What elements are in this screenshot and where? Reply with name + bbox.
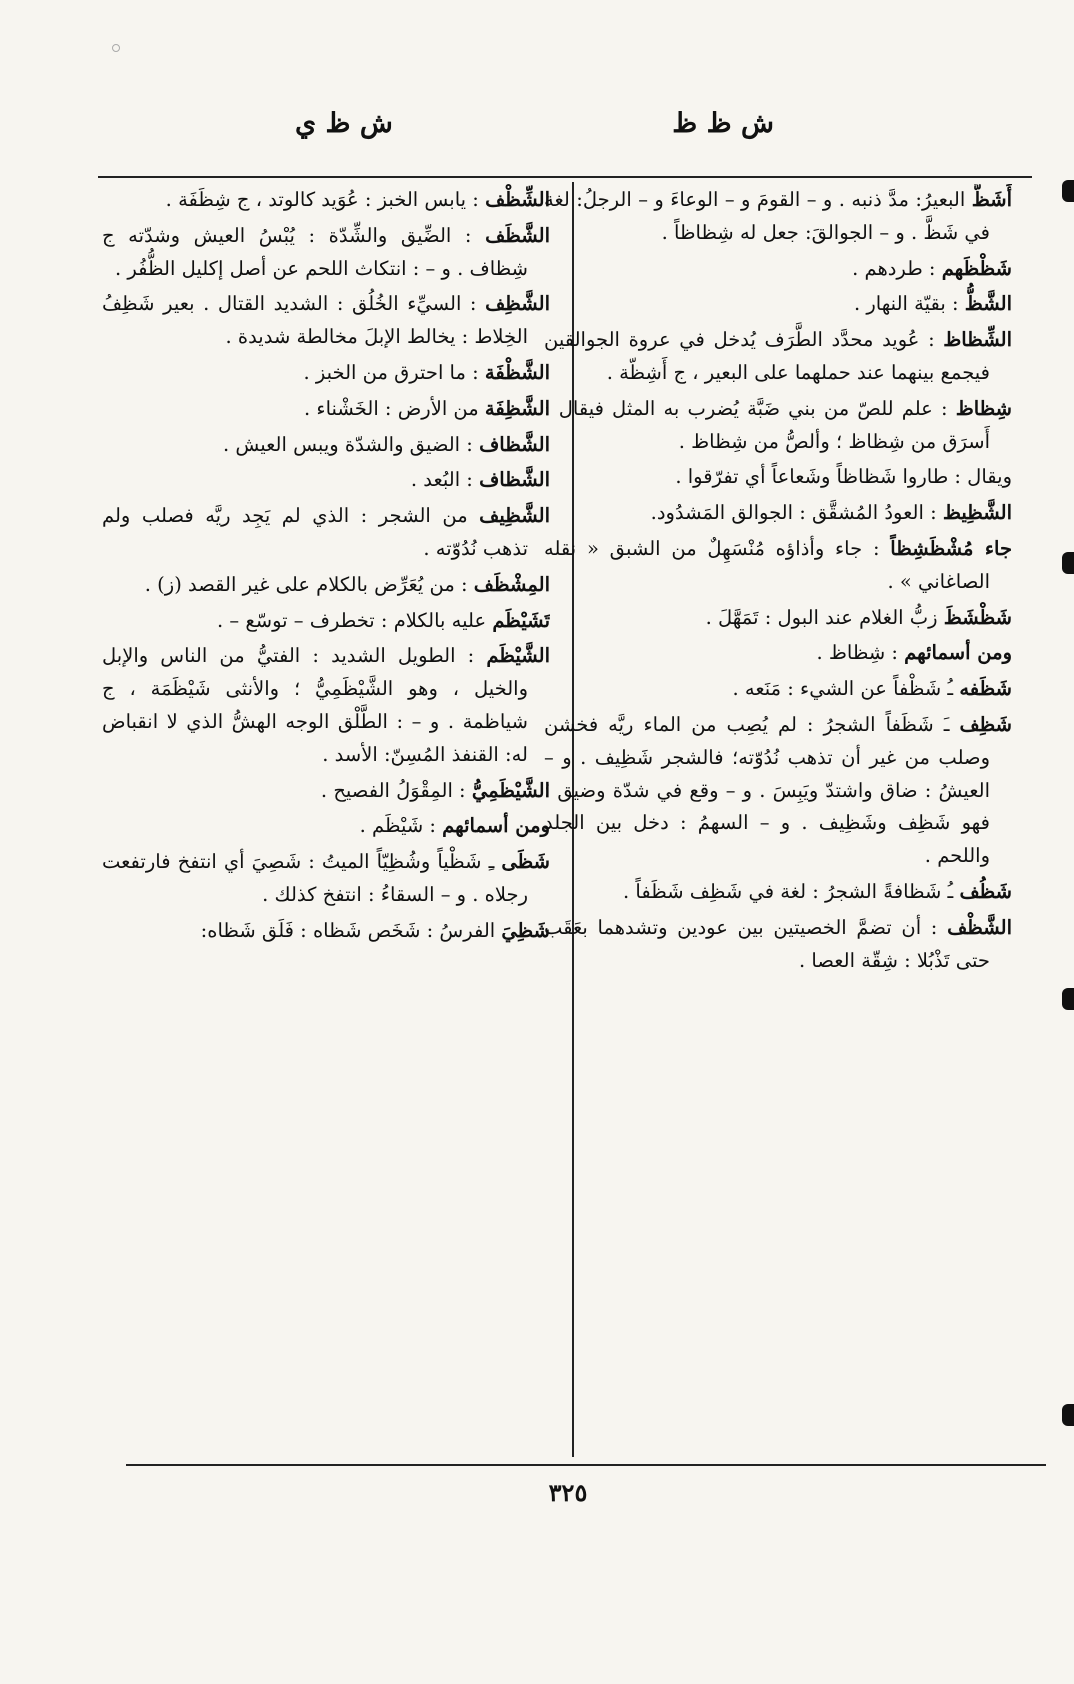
dictionary-entry [544, 709, 1012, 873]
dictionary-entry [544, 912, 1012, 978]
entry-definition: زبُّ الغلام عند البول : تَمَهَّلَ . [705, 605, 944, 629]
entry-headword: الشَّظَف [485, 223, 550, 247]
entry-definition: : الضيق والشدّة ويبس العيش . [222, 432, 480, 456]
entry-definition: : الضِّيق والشِّدّة : يُبْسُ العيش وشدّته ج شِظاف . و – : انتكاث اللحم عن أصل إكليل الظُّفُر . [102, 223, 528, 280]
entry-definition: : شِظاظ . [816, 641, 905, 665]
entry-headword: الشَّظُّ [964, 292, 1012, 316]
dictionary-entry [102, 429, 550, 462]
entry-definition: : علم للصّ من بني ضَبَّة يُضرب به المثل فيقال : أَسرَق من شِظاظ ؛ وألصُّ من شِظاظ . [544, 396, 990, 453]
dictionary-entry [102, 357, 550, 390]
entry-headword: شَظْظَهم [941, 256, 1012, 280]
entry-definition: : شَيْظَم . [359, 814, 443, 838]
entry-definition: : ما احترق من الخبز . [303, 360, 485, 384]
dictionary-entry [102, 464, 550, 497]
entry-headword: تَشَيْظَم [492, 608, 550, 632]
dictionary-entry [102, 569, 550, 602]
entry-definition: : البُعد . [410, 468, 480, 492]
dictionary-entry [102, 220, 550, 286]
dictionary-entry [102, 810, 550, 843]
dictionary-entry [544, 184, 1012, 250]
edge-thumb-mark [1062, 180, 1074, 202]
entry-definition: من الأرض : الخَشْناء . [304, 396, 485, 420]
entry-definition: : السيِّء الخُلُق : الشديد القتال . بعير شَظِفُ الخِلاط : يخالط الإبلَ مخالطة شديدة . [102, 292, 528, 349]
dictionary-entry [102, 915, 550, 948]
entry-headword: شَظْشَظَ [943, 605, 1012, 629]
running-header-right: ش ظ ظ [672, 108, 774, 139]
entry-definition: عليه بالكلام : تخطرف – توسّع – . [217, 608, 493, 632]
entry-headword: الشَّظْف [947, 915, 1012, 939]
dictionary-entry [544, 461, 1012, 494]
dictionary-entry [102, 775, 550, 808]
entry-definition: : العودُ المُشقَّق : الجوالق المَشدُود. [650, 501, 943, 525]
page-number: ٣٢٥ [548, 1478, 588, 1507]
right-column [544, 184, 1012, 1458]
entry-definition: ـُ شَظْفاً عن الشيء : مَنَعه . [732, 677, 960, 701]
edge-thumb-mark [1062, 552, 1074, 574]
entry-headword: الشَّظاف [479, 432, 550, 456]
entry-definition: : المِقْوَلُ الفصيح . [320, 778, 472, 802]
dictionary-entry [102, 846, 550, 912]
dictionary-entry [544, 673, 1012, 706]
entry-definition: : أن تضمَّ الخصيتين بين عودين وتشدهما بعَقَب حتى تَذْبُلا : شِقّة العصا . [544, 915, 990, 972]
dictionary-entry [544, 533, 1012, 599]
dictionary-entry [102, 393, 550, 426]
entry-headword: المِشْظَف [473, 572, 550, 596]
dictionary-entry [544, 393, 1012, 459]
entry-definition: من الشجر : الذي لم يَجِد ريَّه فصلب ولم تذهب نُدُوّته . [102, 504, 528, 560]
footer-rule [126, 1464, 1046, 1466]
entry-headword: الشَّظِفَة [484, 396, 550, 420]
dictionary-entry [544, 288, 1012, 321]
entry-definition: : يابس الخبز : عُوَيد كالوتد ، ج شِظَفَة . [165, 188, 486, 211]
entry-definition: ـِ شَظْياً وشُظِيّاً الميتُ : شَصِيَ أي انتفخ فارتفعت رجلاه . و – السقاءُ : انتفخ كذلك . [102, 850, 528, 906]
dictionary-entry [544, 637, 1012, 670]
dictionary-entry [102, 288, 550, 354]
entry-definition: ويقال : طاروا شَظاظاً وشَعاعاً أي تفرّقوا . [675, 465, 1012, 489]
entry-definition: ـَ شَظَفاً الشجرُ : لم يُصِب من الماء ريَّه فخشن وصلب من غير أن تذهب نُدُوّته؛ فالشجر شَظِيف . و – العيشُ : ضاق واشتدّ ويَبِسَ . و – وقع في شدّة وضيق ؛ فهو شَظِف وشَظِيف . و – السهمُ : دخل بين الجلد واللحم . [544, 712, 990, 868]
dictionary-entry [544, 324, 1012, 390]
entry-definition: : طردهم . [852, 256, 942, 280]
running-header-left: ش ظ ي [295, 108, 393, 139]
edge-thumb-mark [1062, 988, 1074, 1010]
entry-headword: الشَّيْظَم [486, 644, 550, 668]
entry-definition: الفرسُ : شَخَص شَظاه : فَلَق شَظاه: [200, 918, 502, 942]
entry-headword: ومن أسمائهم [442, 814, 550, 838]
paper-speck [112, 44, 120, 52]
entry-headword: الشَّظِيظ [942, 501, 1012, 525]
entry-headword: الشَّيْظَمِيُّ [471, 778, 550, 802]
left-column [102, 184, 550, 1458]
entry-headword: الشِّظاظ [943, 328, 1012, 352]
entry-headword: الشِّظْف [485, 188, 550, 211]
dictionary-entry [544, 602, 1012, 635]
entry-definition: البعيرُ: مدَّ ذنبه . و – القومَ و – الوعاءَ و – الرجلُ: لغة في شَظَّ . و – الجوالقَ: جعل له شِظاظاً . [544, 188, 990, 244]
entry-headword: شَظِف [959, 712, 1012, 736]
entry-headword: الشَّظْفَة [484, 360, 550, 384]
dictionary-entry [102, 605, 550, 638]
dictionary-entry [102, 500, 550, 566]
entry-definition: : من يُعَرِّض بالكلام على غير القصد (ز) . [144, 572, 474, 596]
entry-headword: جاء مُشْظَشِظاً [890, 536, 1012, 560]
dictionary-entry [102, 640, 550, 771]
entry-definition: : بقيّة النهار . [853, 292, 965, 316]
entry-definition: : الطويل الشديد : الفتيُّ من الناس والإبل والخيل ، وهو الشَّيْظَمِيُّ ؛ والأنثى شَيْظَمَة ، ج شياظمة . و – : الطَّلْق الوجه الهشُّ الذي لا انقباض له: القنفذ المُسِنّ: الأسد . [102, 644, 528, 766]
dictionary-entry [544, 253, 1012, 286]
entry-headword: شَظَفه [959, 677, 1012, 701]
dictionary-entry [544, 497, 1012, 530]
dictionary-entry [102, 184, 550, 217]
entry-definition: : عُويد محدَّد الطَّرَف يُدخل في عروة الجوالقين فيجمع بينهما عند حملهما على البعير ، ج أَشِظّة . [544, 328, 990, 384]
dictionary-entry [544, 876, 1012, 909]
entry-headword: الشَّظاف [479, 468, 550, 492]
entry-headword: الشَّظِف [485, 292, 550, 316]
entry-headword: ومن أسمائهم [904, 641, 1012, 665]
entry-headword: أَشَظَّ [971, 188, 1012, 211]
edge-thumb-mark [1062, 1404, 1074, 1426]
entry-definition: : جاء وأذاؤه مُنْسَهِلٌ من الشبق « نقله الصاغاني » . [544, 536, 990, 593]
entry-headword: شِظاظ [955, 396, 1012, 420]
entry-headword: شَظِيَ [501, 918, 550, 942]
entry-definition: ـُ شَظافةً الشجرُ : لغة في شَظِف شَظَفاً . [623, 879, 960, 903]
header-rule [98, 176, 1032, 178]
entry-headword: شَظُف [959, 879, 1012, 903]
entry-headword: الشَّظِيف [479, 504, 550, 528]
entry-headword: شَظَى [501, 850, 550, 874]
